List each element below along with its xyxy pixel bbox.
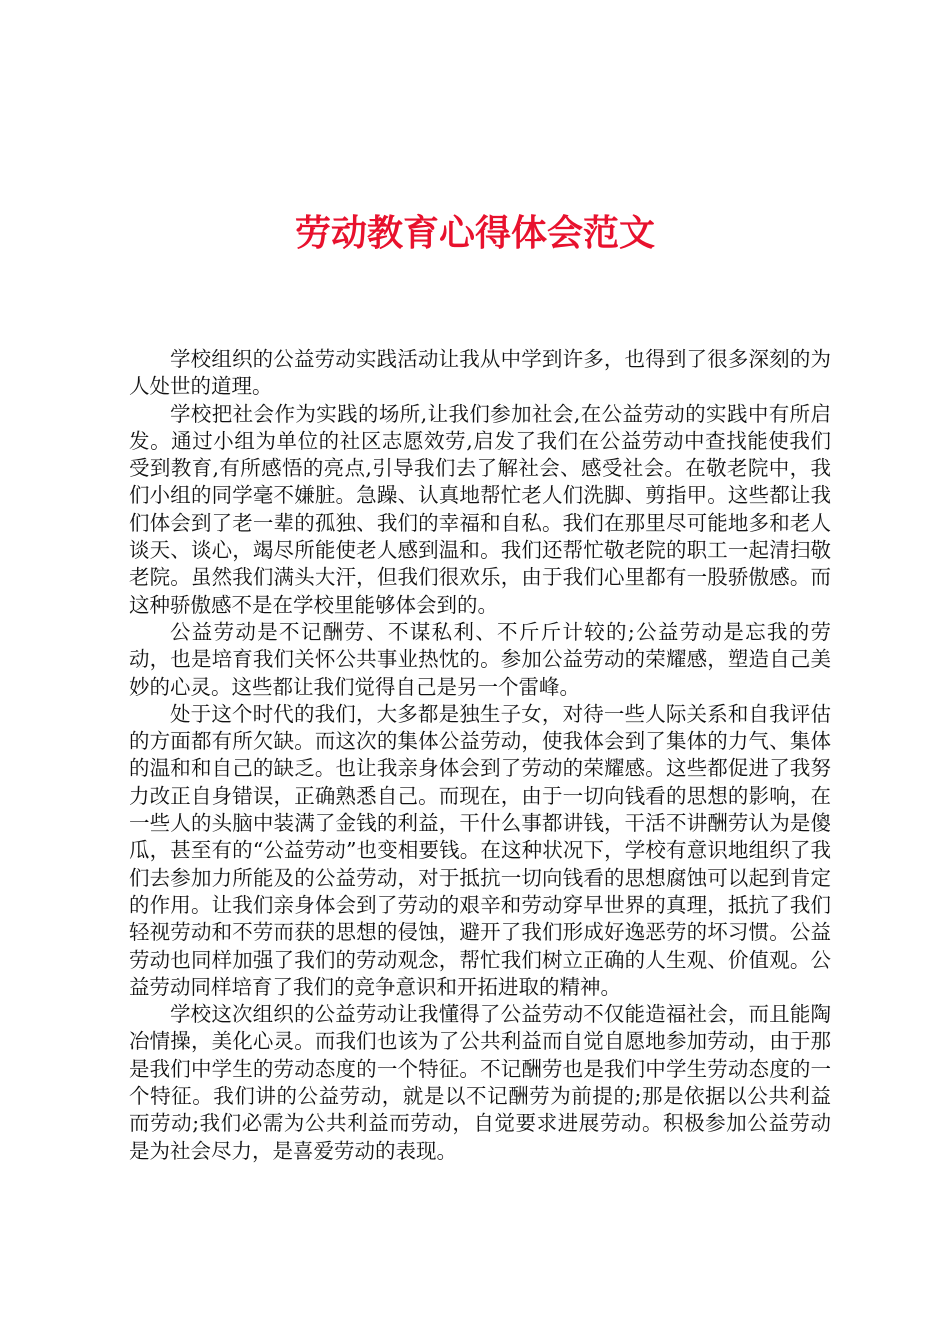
paragraph-1: 学校组织的公益劳动实践活动让我从中学到许多，也得到了很多深刻的为人处世的道理。 — [129, 347, 831, 399]
document-body — [129, 346, 831, 1165]
document-title: 劳动教育心得体会范文 — [294, 212, 655, 254]
paragraph-4: 处于这个时代的我们，大多都是独生子女，对待一些人际关系和自我评估的方面都有所欠缺。而这次的集体公益劳动，使我体会到了集体的力气、集体的温和和自己的缺乏。也让我亲身体会到了劳动的荣耀感。这些都促进了我努力改正自身错误，正确熟悉自己。而现在，由于一切向钱看的思想的影响，在一些人的头脑中装满了金钱的利益，干什么事都讲钱，干活不讲酬劳认为是傻瓜，甚至有的“公益劳动”也变相要钱。在这种状况下，学校有意识地组织了我们去参加力所能及的公益劳动，对于抵抗一切向钱看的思想腐蚀可以起到肯定的作用。让我们亲身体会到了劳动的艰辛和劳动穿早世界的真理，抵抗了我们轻视劳动和不劳而获的思想的侵蚀，避开了我们形成好逸恶劳的坏习惯。公益劳动也同样加强了我们的劳动观念，帮忙我们树立正确的人生观、价值观。公益劳动同样培育了我们的竞争意识和开拓进取的精神。 — [129, 701, 831, 999]
paragraph-2: 学校把社会作为实践的场所,让我们参加社会,在公益劳动的实践中有所启发。通过小组为单位的社区志愿效劳,启发了我们在公益劳动中查找能使我们受到教育,有所感悟的亮点,引导我们去了解社会、感受社会。在敬老院中，我们小组的同学毫不嫌脏。急躁、认真地帮忙老人们洗脚、剪指甲。这些都让我们体会到了老一辈的孤独、我们的幸福和自私。我们在那里尽可能地多和老人谈天、谈心，竭尽所能使老人感到温和。我们还帮忙敬老院的职工一起清扫敬老院。虽然我们满头大汗，但我们很欢乐，由于我们心里都有一股骄傲感。而这种骄傲感不是在学校里能够体会到的。 — [129, 401, 831, 617]
paragraph-5: 学校这次组织的公益劳动让我懂得了公益劳动不仅能造福社会，而且能陶冶情操，美化心灵。而我们也该为了公共利益而自觉自愿地参加劳动，由于那是我们中学生的劳动态度的一个特征。不记酬劳也是我们中学生劳动态度的一个特征。我们讲的公益劳动，就是以不记酬劳为前提的;那是依据以公共利益而劳动;我们必需为公共利益而劳动，自觉要求进展劳动。积极参加公益劳动是为社会尽力，是喜爱劳动的表现。 — [129, 1002, 831, 1163]
paragraph-3: 公益劳动是不记酬劳、不谋私利、不斤斤计较的;公益劳动是忘我的劳动，也是培育我们关怀公共事业热忱的。参加公益劳动的荣耀感，塑造自己美妙的心灵。这些都让我们觉得自己是另一个雷峰。 — [129, 619, 831, 699]
